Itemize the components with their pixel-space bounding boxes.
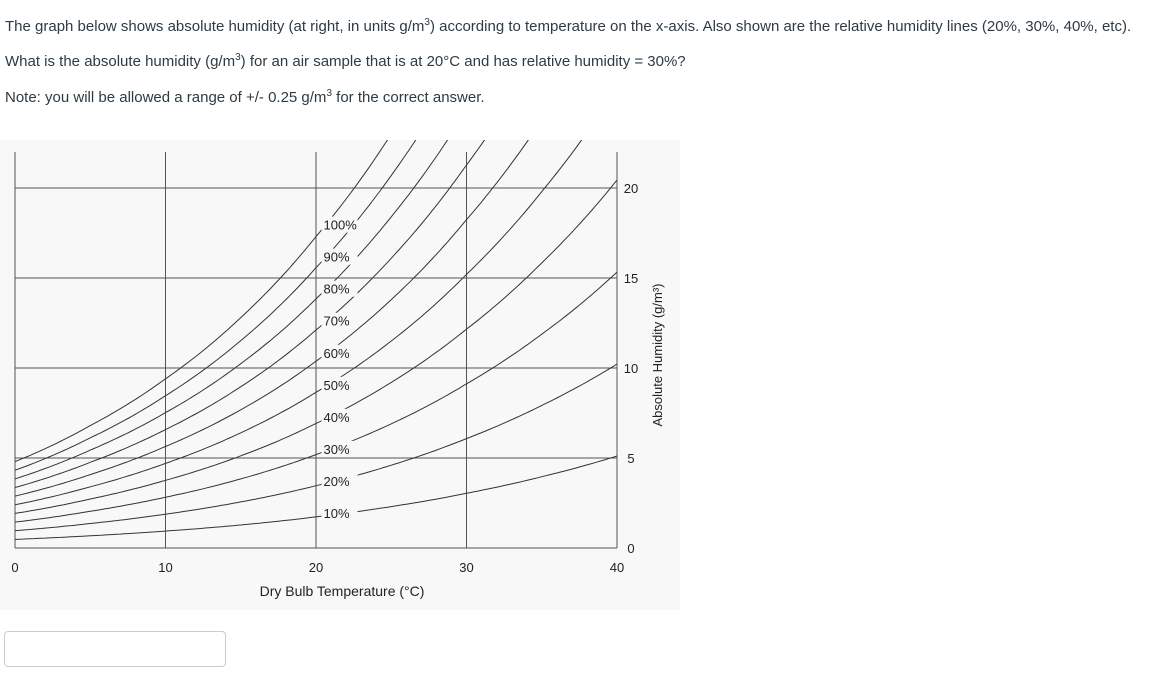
rh-curve-label: 20% bbox=[323, 473, 350, 489]
rh-curve-label: 80% bbox=[323, 281, 350, 297]
question-prompt-part-b: ) for an air sample that is at 20°C and has relative humidity = 30%? bbox=[240, 53, 686, 70]
question-intro-part-a: The graph below shows absolute humidity (at right, in units g/m bbox=[5, 18, 425, 35]
rh-curve-label: 50% bbox=[323, 377, 350, 393]
humidity-chart bbox=[0, 140, 680, 610]
rh-curve-label: 30% bbox=[323, 441, 350, 457]
y-axis-title: Absolute Humidity (g/m³) bbox=[650, 283, 665, 427]
question-intro bbox=[5, 15, 1155, 38]
rh-curve-label: 90% bbox=[323, 249, 350, 265]
question-note-superscript: 3 bbox=[326, 88, 332, 99]
y-tick-label: 5 bbox=[627, 451, 635, 466]
question-prompt-superscript: 3 bbox=[235, 52, 241, 63]
rh-curve-label: 40% bbox=[323, 409, 350, 425]
y-tick-label: 0 bbox=[627, 541, 635, 556]
x-tick-label: 30 bbox=[459, 560, 474, 575]
rh-curve-label: 60% bbox=[323, 345, 350, 361]
question-prompt-part-a: What is the absolute humidity (g/m bbox=[5, 53, 236, 70]
question-prompt bbox=[5, 50, 1155, 73]
question-intro-part-b: ) according to temperature on the x-axis. Also shown are the relative humidity lines (20%, 30%, 40%, etc). bbox=[429, 18, 1132, 35]
x-tick-label: 40 bbox=[609, 560, 625, 575]
rh-curve-label: 100% bbox=[323, 217, 357, 233]
question-note bbox=[5, 86, 1155, 109]
x-tick-label: 20 bbox=[308, 560, 324, 575]
rh-curve-label: 70% bbox=[323, 313, 350, 329]
y-tick-label: 15 bbox=[623, 271, 639, 286]
x-tick-label: 10 bbox=[158, 560, 173, 575]
y-tick-label: 20 bbox=[623, 181, 639, 196]
x-axis-title: Dry Bulb Temperature (°C) bbox=[259, 583, 425, 599]
question-note-part-b: for the correct answer. bbox=[332, 89, 485, 106]
rh-curve-label: 10% bbox=[323, 505, 350, 521]
x-tick-label: 0 bbox=[11, 560, 19, 575]
chart-background bbox=[0, 140, 680, 610]
answer-input[interactable] bbox=[4, 631, 226, 667]
y-tick-label: 10 bbox=[623, 361, 639, 376]
question-intro-superscript: 3 bbox=[424, 17, 430, 28]
question-note-part-a: Note: you will be allowed a range of +/- 0.25 g/m bbox=[5, 89, 327, 106]
question-text bbox=[5, 15, 1155, 122]
